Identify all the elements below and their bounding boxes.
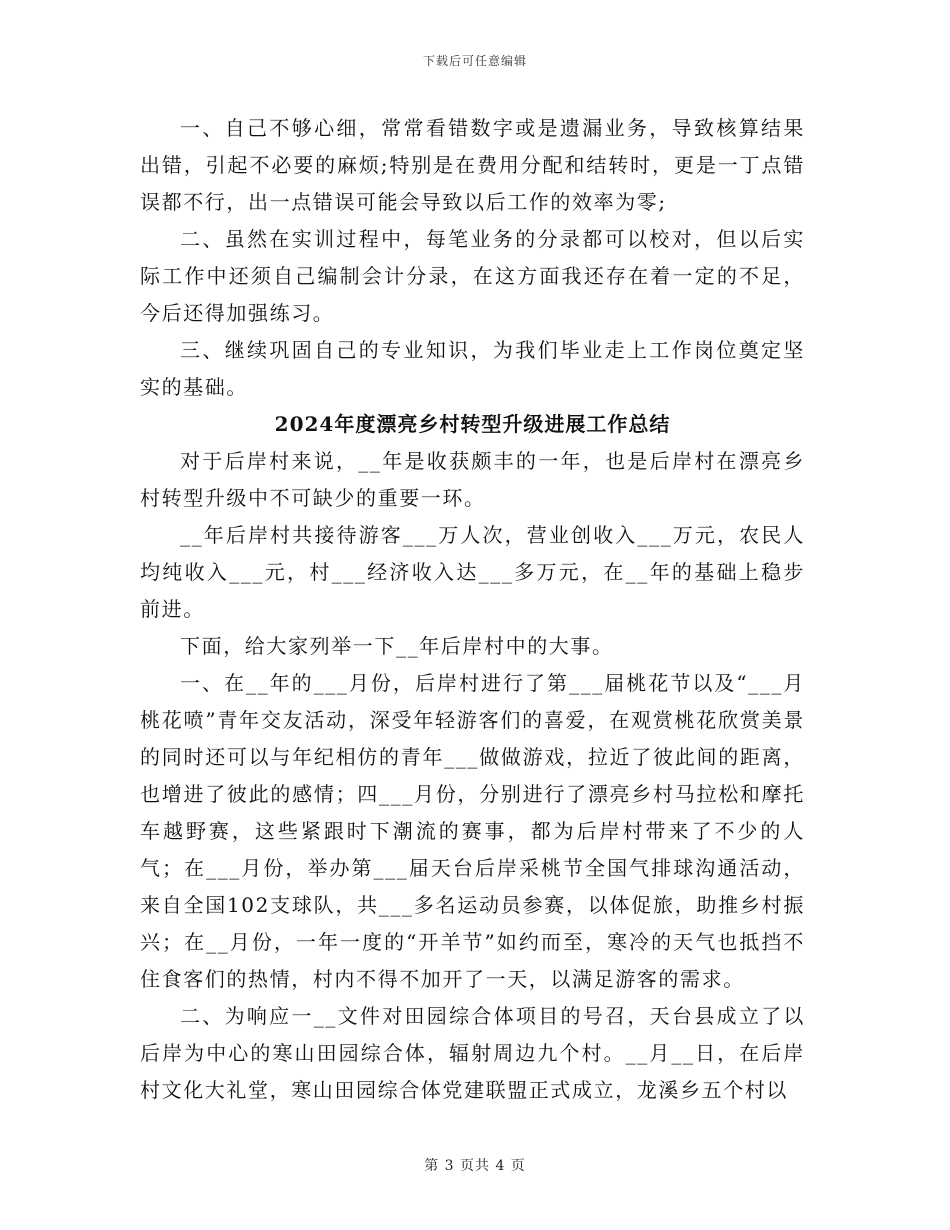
paragraph: 下面，给大家列举一下__年后岸村中的大事。	[180, 634, 614, 658]
paragraph: 一、自己不够心细，常常看错数字或是遗漏业务，导致核算结果出错，引起不必要的麻烦;特别是在费用分配和结转时，更是一丁点错误都不行，出一点错误可能会导致以后工作的效率为零;	[140, 116, 805, 214]
page-footer: 第 3 页共 4 页	[424, 1158, 526, 1174]
document-body	[140, 110, 805, 1109]
paragraph: 二、为响应一__文件对田园综合体项目的号召，天台县成立了以后岸为中心的寒山田园综合体，辐射周边九个村。__月__日，在后岸村文化大礼堂，寒山田园综合体党建联盟正式成立，龙溪乡五个村以	[140, 1004, 805, 1102]
paragraph: 对于后岸村来说，__年是收获颇丰的一年，也是后岸村在漂亮乡村转型升级中不可缺少的重要一环。	[140, 449, 805, 510]
paragraph: __年后岸村共接待游客___万人次，营业创收入___万元，农民人均纯收入___元，村___经济收入达___多万元，在__年的基础上稳步前进。	[140, 523, 805, 621]
document-title: 2024年度漂亮乡村转型升级进展工作总结	[274, 412, 671, 436]
page-header: 下载后可任意编辑	[422, 54, 527, 68]
paragraph: 二、虽然在实训过程中，每笔业务的分录都可以校对，但以后实际工作中还须自己编制会计分录，在这方面我还存在着一定的不足，今后还得加强练习。	[140, 227, 805, 325]
paragraph: 一、在__年的___月份，后岸村进行了第___届桃花节以及“___月桃花喷”青年交友活动，深受年轻游客们的喜爱，在观赏桃花欣赏美景的同时还可以与年纪相仿的青年___做做游戏，拉近了彼此间的距离，也增进了彼此的感情；四___月份，分别进行了漂亮乡村马拉松和摩托车越野赛，这些紧跟时下潮流的赛事，都为后岸村带来了不少的人气；在___月份，举办第___届天台后岸采桃节全国气排球沟通活动，来自全国102支球队，共___多名运动员参赛，以体促旅，助推乡村振兴；在__月份，一年一度的“开羊节”如约而至，寒冷的天气也抵挡不住食客们的热情，村内不得不加开了一天，以满足游客的需求。	[140, 671, 805, 991]
paragraph: 三、继续巩固自己的专业知识，为我们毕业走上工作岗位奠定坚实的基础。	[140, 338, 805, 399]
